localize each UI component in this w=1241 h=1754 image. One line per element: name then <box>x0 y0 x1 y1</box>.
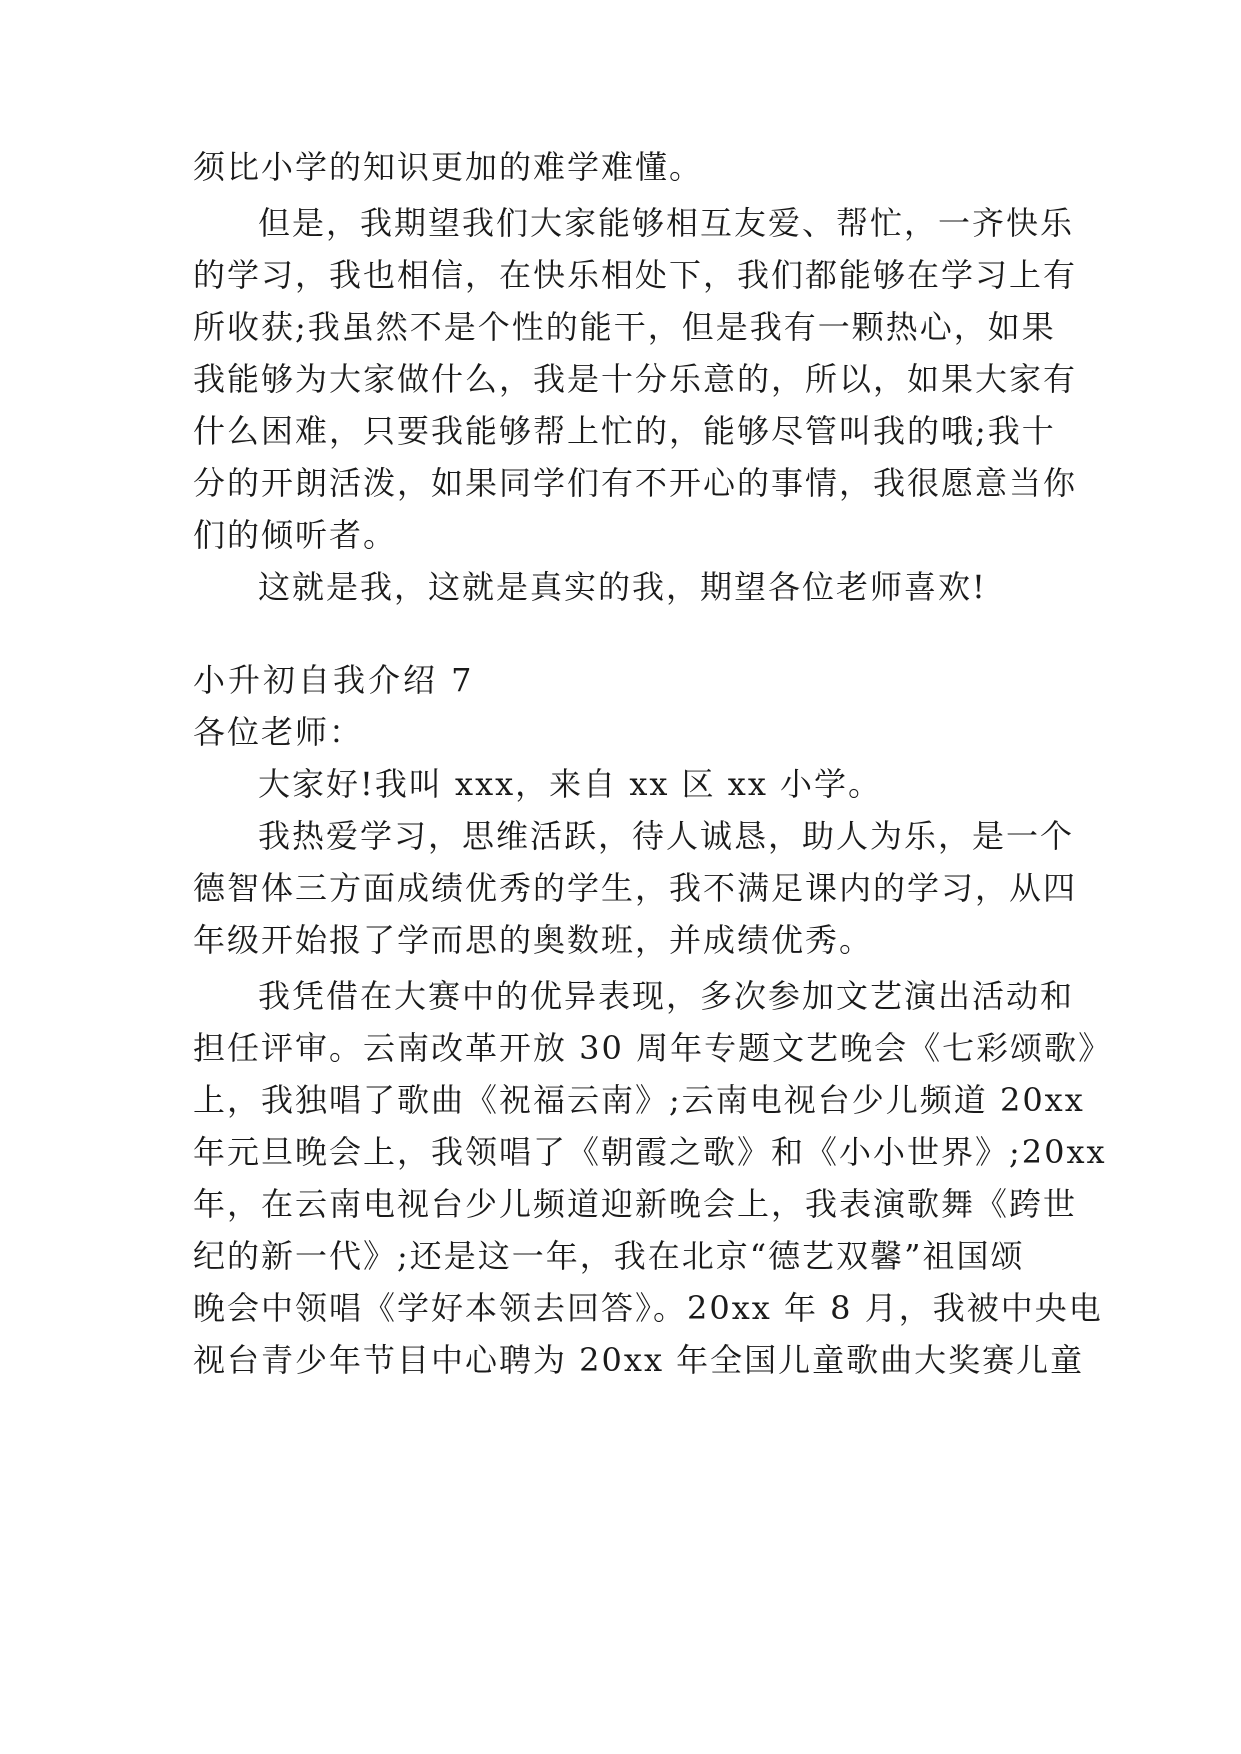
text-line: 纪的新一代》;还是这一年，我在北京“德艺双馨”祖国颂 <box>193 1237 1025 1275</box>
text-line: 年元旦晚会上，我领唱了《朝霞之歌》和《小小世界》;20xx <box>193 1133 1107 1171</box>
text-line: 们的倾听者。 <box>193 516 398 554</box>
text-line: 须比小学的知识更加的难学难懂。 <box>193 148 704 186</box>
text-line: 什么困难，只要我能够帮上忙的，能够尽管叫我的哦;我十 <box>193 412 1056 450</box>
text-line: 年级开始报了学而思的奥数班，并成绩优秀。 <box>193 921 874 959</box>
text-line: 上，我独唱了歌曲《祝福云南》;云南电视台少儿频道 20xx <box>193 1081 1085 1119</box>
paragraph-first-line: 这就是我，这就是真实的我，期望各位老师喜欢! <box>258 568 987 606</box>
text-line: 视台青少年节目中心聘为 20xx 年全国儿童歌曲大奖赛儿童 <box>193 1341 1085 1379</box>
paragraph-first-line: 大家好!我叫 xxx，来自 xx 区 xx 小学。 <box>258 765 883 803</box>
text-line: 年，在云南电视台少儿频道迎新晚会上，我表演歌舞《跨世 <box>193 1185 1078 1223</box>
paragraph-first-line: 我凭借在大赛中的优异表现，多次参加文艺演出活动和 <box>258 977 1075 1015</box>
salutation: 各位老师： <box>193 713 364 751</box>
text-line: 分的开朗活泼，如果同学们有不开心的事情，我很愿意当你 <box>193 464 1078 502</box>
text-line: 晚会中领唱《学好本领去回答》。20xx 年 8 月，我被中央电 <box>193 1289 1103 1327</box>
paragraph-first-line: 但是，我期望我们大家能够相互友爱、帮忙，一齐快乐 <box>258 204 1075 242</box>
text-line: 我能够为大家做什么，我是十分乐意的，所以，如果大家有 <box>193 360 1078 398</box>
paragraph-first-line: 我热爱学习，思维活跃，待人诚恳，助人为乐，是一个 <box>258 817 1075 855</box>
text-line: 所收获;我虽然不是个性的能干，但是我有一颗热心，如果 <box>193 308 1056 346</box>
text-line: 德智体三方面成绩优秀的学生，我不满足课内的学习，从四 <box>193 869 1078 907</box>
text-line: 担任评审。云南改革开放 30 周年专题文艺晚会《七彩颂歌》 <box>193 1029 1113 1067</box>
section-heading: 小升初自我介绍 7 <box>193 661 475 699</box>
text-line: 的学习，我也相信，在快乐相处下，我们都能够在学习上有 <box>193 256 1078 294</box>
